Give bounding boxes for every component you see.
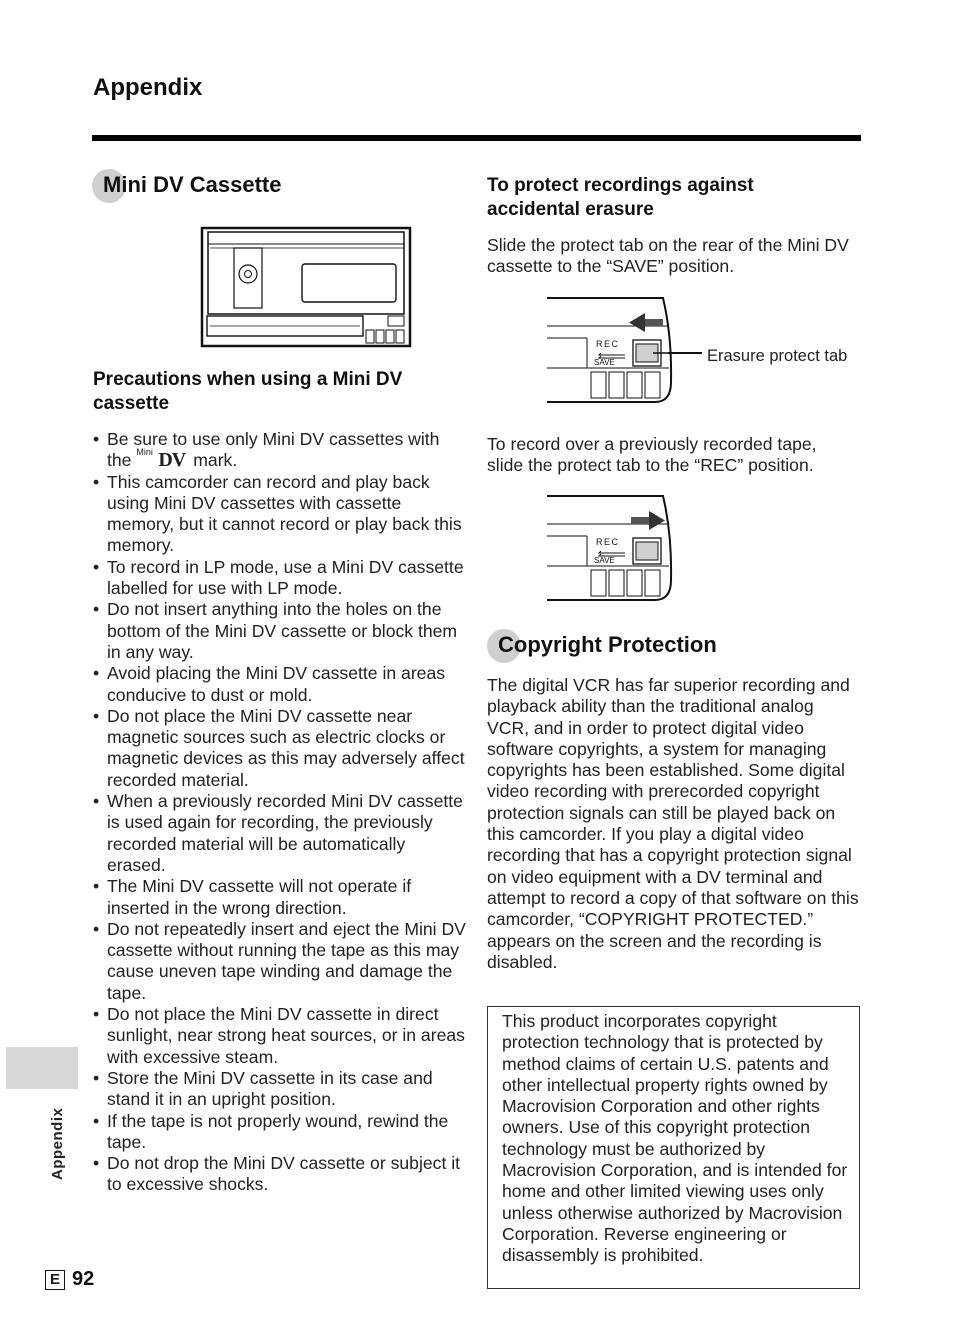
section-tab-marker	[6, 1047, 78, 1089]
tab-label-save: SAVE	[594, 556, 615, 565]
list-item: • This camcorder can record and play back using Mini DV cassettes with cassette memory, but it cannot record or play back this memory.	[93, 472, 468, 557]
protect-tab-rec-diagram	[545, 494, 675, 604]
precautions-list	[93, 429, 468, 1196]
protect-heading: To protect recordings against accidental erasure	[487, 175, 754, 220]
side-section-label: Appendix	[49, 1107, 66, 1180]
copyright-description: The digital VCR has far superior recording and playback ability than the traditional analog VCR, and in order to protect digital video software copyrights, a system for managing copyrights has been established. Some digital video recording with prerecorded copyright protection signals can still be played back on this camcorder. If you play a digital video recording that has a copyright protection signal on video equipment with a DV terminal and attempt to record a copy of that software on this camcorder, “COPYRIGHT PROTECTED.” appears on the screen and the recording is disabled.	[487, 675, 859, 972]
macrovision-notice-text: This product incorporates copyright protection technology that is protected by method claims of certain U.S. patents and other intellectual property rights owned by Macrovision Corporation and other rights owners. Use of this copyright protection technology must be authorized by Macrovision Corporation, and is intended for home and other limited viewing uses only unless otherwise authorized by Macrovision Corporation. Reverse engineering or disassembly is prohibited.	[502, 1011, 848, 1266]
page-title: Appendix	[93, 74, 203, 101]
tab-label-rec: REC	[596, 537, 620, 547]
section-title-mini-dv	[92, 172, 282, 198]
record-over-instructions: To record over a previously recorded tape, slide the protect tab to the “REC” position.	[487, 434, 817, 476]
list-item: • Do not insert anything into the holes on the bottom of the Mini DV cassette or block them in any way.	[93, 599, 468, 663]
section-title-text: Copyright Protection	[498, 632, 717, 657]
list-item: • Store the Mini DV cassette in its case and stand it in an upright position.	[93, 1068, 468, 1111]
erasure-protect-tab-label: Erasure protect tab	[707, 347, 848, 365]
page-number: 92	[72, 1268, 95, 1290]
list-item: • If the tape is not properly wound, rewind the tape.	[93, 1111, 468, 1154]
list-item: • Be sure to use only Mini DV cassettes with the Mini DV mark.	[93, 429, 468, 472]
precautions-heading: Precautions when using a Mini DV cassette	[93, 369, 403, 414]
mini-dv-cassette-illustration	[200, 226, 412, 348]
protect-tab-save-diagram	[545, 296, 675, 406]
list-item: • Avoid placing the Mini DV cassette in areas conducive to dust or mold.	[93, 663, 468, 706]
list-item: • Do not drop the Mini DV cassette or subject it to excessive shocks.	[93, 1153, 468, 1196]
mini-dv-logo-icon: Mini DV	[136, 447, 186, 472]
section-title-text: Mini DV Cassette	[103, 172, 282, 197]
list-item: • Do not place the Mini DV cassette near magnetic sources such as electric clocks or magnetic devices as this may adversely affect recorded material.	[93, 706, 468, 791]
list-item: • To record in LP mode, use a Mini DV cassette labelled for use with LP mode.	[93, 557, 468, 600]
protect-instructions: Slide the protect tab on the rear of the Mini DV cassette to the “SAVE” position.	[487, 235, 849, 277]
tab-label-rec: REC	[596, 339, 620, 349]
callout-line	[668, 352, 702, 354]
macrovision-notice-box	[487, 1006, 860, 1289]
list-item: • The Mini DV cassette will not operate if inserted in the wrong direction.	[93, 876, 468, 919]
header-rule	[92, 135, 861, 141]
list-item: • When a previously recorded Mini DV cassette is used again for recording, the previously recorded material will be automatically erased.	[93, 791, 468, 876]
tab-label-save: SAVE	[594, 358, 615, 367]
list-item: • Do not place the Mini DV cassette in direct sunlight, near strong heat sources, or in areas with excessive steam.	[93, 1004, 468, 1068]
list-item: • Do not repeatedly insert and eject the Mini DV cassette without running the tape as this may cause uneven tape winding and damage the tape.	[93, 919, 468, 1004]
language-badge: E	[45, 1270, 65, 1290]
section-title-copyright	[487, 632, 717, 658]
